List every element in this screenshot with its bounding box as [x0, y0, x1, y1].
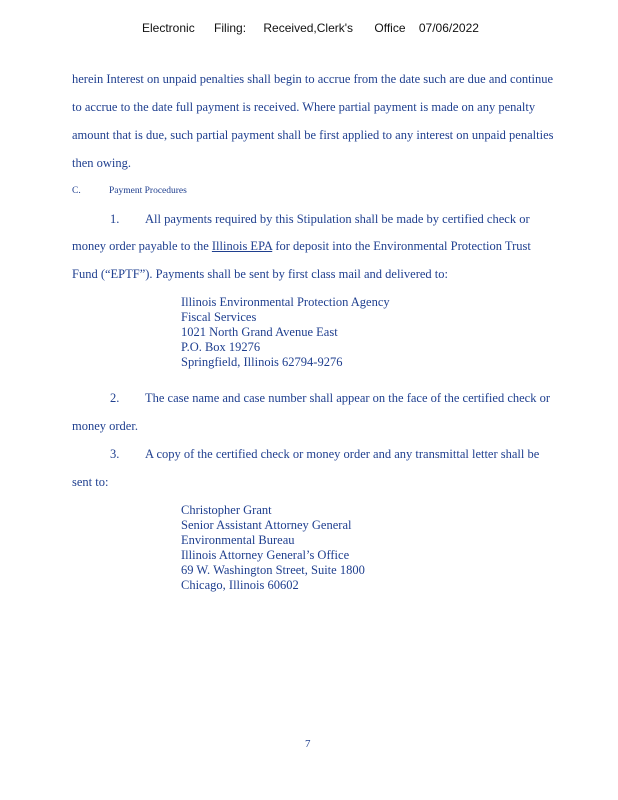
item-line: Fund (“EPTF”). Payments shall be sent by first class mail and delivered to:: [72, 267, 448, 281]
item-line-part: for deposit into the Environmental Protection Trust: [272, 239, 531, 253]
filing-stamp-header: [142, 21, 479, 35]
address-line: Fiscal Services: [181, 310, 257, 324]
item-line: A copy of the certified check or money order and any transmittal letter shall be: [145, 447, 540, 461]
header-electronic: Electronic: [142, 21, 195, 35]
item-line-part: money order payable to the: [72, 239, 212, 253]
address-line: Senior Assistant Attorney General: [181, 518, 352, 532]
address-line: 1021 North Grand Avenue East: [181, 325, 338, 339]
section-letter: C.: [72, 186, 81, 196]
item-number: 1.: [110, 212, 120, 226]
address-line: Environmental Bureau: [181, 533, 295, 547]
address-block-epa: [181, 295, 390, 370]
paragraph-line: herein Interest on unpaid penalties shall begin to accrue from the date such are due and continue: [72, 72, 554, 86]
header-date: 07/06/2022: [418, 21, 479, 35]
address-line: Illinois Attorney General’s Office: [181, 548, 350, 562]
paragraph-line: amount that is due, such partial payment shall be first applied to any interest on unpaid penalties: [72, 128, 554, 142]
address-line: Christopher Grant: [181, 503, 272, 517]
item-line: [72, 239, 531, 254]
header-received: Received,Clerk's: [263, 21, 354, 35]
address-line: Illinois Environmental Protection Agency: [181, 295, 390, 309]
address-line: 69 W. Washington Street, Suite 1800: [181, 563, 365, 577]
address-block-attorney: [181, 503, 365, 593]
item-number: 2.: [110, 391, 120, 405]
item-number: 3.: [110, 447, 120, 461]
address-line: Springfield, Illinois 62794-9276: [181, 355, 343, 369]
address-line: P.O. Box 19276: [181, 340, 261, 354]
page-number: 7: [305, 738, 311, 750]
item-line: All payments required by this Stipulation shall be made by certified check or: [145, 212, 530, 226]
item-line: sent to:: [72, 475, 109, 489]
paragraph-line: to accrue to the date full payment is received. Where partial payment is made on any penalty: [72, 100, 536, 114]
item-line: The case name and case number shall appear on the face of the certified check or: [145, 391, 550, 405]
illinois-epa-link: Illinois EPA: [211, 239, 273, 253]
item-line: money order.: [72, 419, 138, 433]
paragraph-line: then owing.: [72, 156, 132, 170]
header-filing: Filing:: [214, 21, 247, 35]
address-line: Chicago, Illinois 60602: [181, 578, 299, 592]
section-title: Payment Procedures: [109, 186, 187, 196]
header-office: Office: [374, 21, 406, 35]
